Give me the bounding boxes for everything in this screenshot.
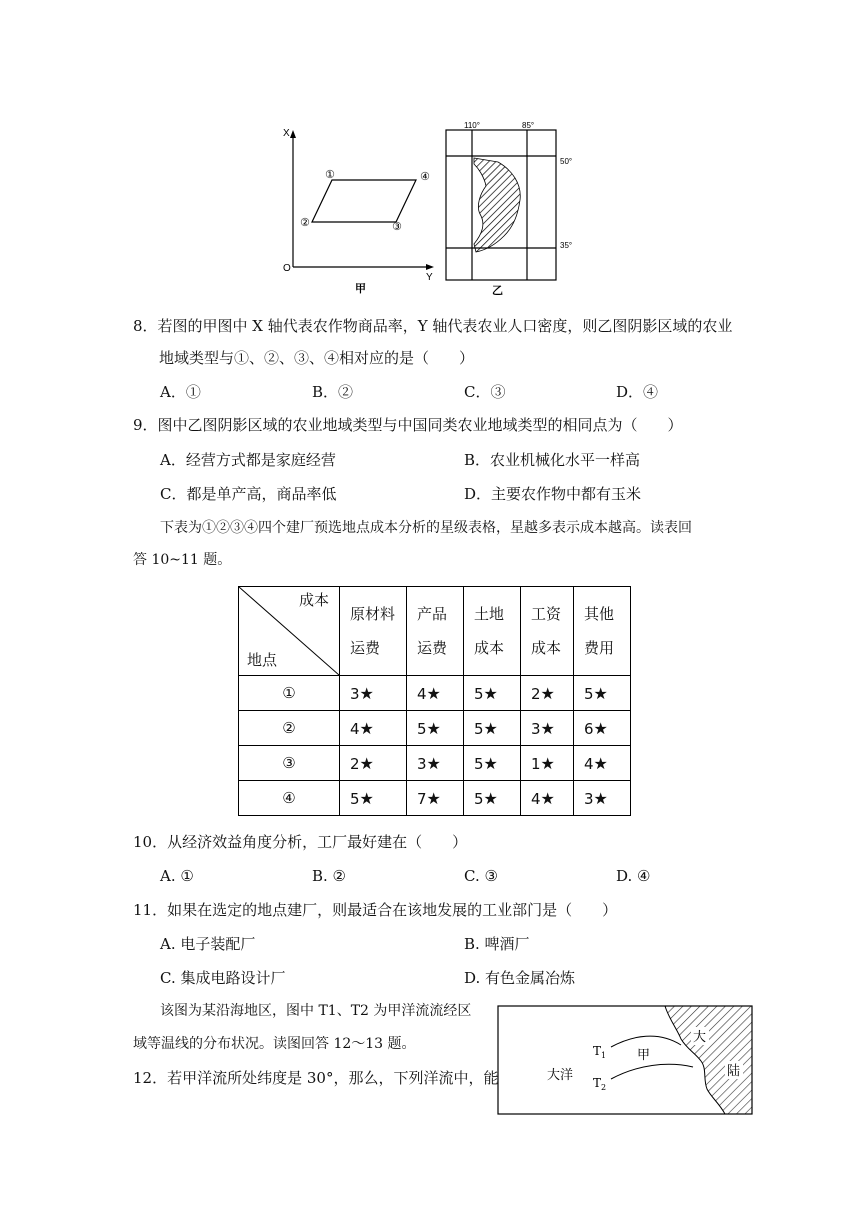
- col-header-raw-transport: 原材料 运费: [340, 587, 407, 676]
- star-icon: ★: [426, 683, 441, 703]
- col-header-land-cost: 土地 成本: [464, 587, 521, 676]
- col-header-wage-cost: 工资 成本: [521, 587, 574, 676]
- table-cell: 3★: [521, 711, 574, 746]
- t1-label: T: [593, 1044, 602, 1058]
- table-cell: 5★: [464, 781, 521, 816]
- star-icon: ★: [426, 718, 441, 738]
- row-label-2: ②: [239, 711, 340, 746]
- table-cell: 7★: [407, 781, 464, 816]
- point-2: ②: [300, 216, 310, 229]
- star-icon: ★: [593, 753, 608, 773]
- map-intro-line2: 域等温线的分布状况。读图回答 12～13 题。: [133, 1036, 416, 1052]
- lat-label-50: 50°: [560, 157, 573, 166]
- q11-option-c[interactable]: C. 集成电路设计厂: [160, 969, 286, 987]
- star-icon: ★: [426, 788, 441, 808]
- row-label-4: ④: [239, 781, 340, 816]
- q10-option-a[interactable]: A. ①: [160, 867, 194, 885]
- row-label-3: ③: [239, 746, 340, 781]
- table-cell: 2★: [340, 746, 407, 781]
- col-header-other-cost: 其他 费用: [574, 587, 631, 676]
- lat-label-35: 35°: [560, 241, 573, 250]
- table-cell: 4★: [521, 781, 574, 816]
- table-cell: 5★: [340, 781, 407, 816]
- point-3: ③: [392, 220, 402, 233]
- q11-option-a[interactable]: A. 电子装配厂: [160, 935, 256, 953]
- table-cell: 5★: [574, 676, 631, 711]
- q10-option-c[interactable]: C. ③: [464, 867, 498, 885]
- star-icon: ★: [540, 788, 555, 808]
- figure-yi: [440, 118, 590, 300]
- star-icon: ★: [593, 788, 608, 808]
- q10-option-d[interactable]: D. ④: [616, 867, 651, 885]
- figure-jia: [280, 120, 440, 300]
- col-header-product-transport: 产品 运费: [407, 587, 464, 676]
- coastal-map: [497, 1005, 755, 1117]
- current-label: 甲: [637, 1048, 651, 1063]
- star-icon: ★: [426, 753, 441, 773]
- table-row: [239, 711, 631, 746]
- q9-option-a[interactable]: A．经营方式都是家庭经营: [160, 451, 336, 469]
- x-axis-label: X: [283, 128, 290, 139]
- star-icon: ★: [359, 788, 374, 808]
- table-cell: 2★: [521, 676, 574, 711]
- star-icon: ★: [359, 753, 374, 773]
- table-cell: 5★: [464, 746, 521, 781]
- lon-label-110: 110°: [464, 121, 480, 130]
- table-cell: 6★: [574, 711, 631, 746]
- land-label-1: 大: [693, 1030, 707, 1045]
- table-row: [239, 781, 631, 816]
- land-label-2: 陆: [727, 1064, 741, 1079]
- ocean-label: 大洋: [547, 1068, 574, 1083]
- table-cell: 4★: [574, 746, 631, 781]
- star-icon: ★: [483, 753, 498, 773]
- q9-stem: 9．图中乙图阴影区域的农业地域类型与中国同类农业地域类型的相同点为（ ）: [133, 416, 683, 434]
- q8-option-c[interactable]: C．③: [464, 383, 506, 401]
- q10-option-b[interactable]: B. ②: [312, 867, 347, 885]
- q8-stem-line2: 地域类型与①、②、③、④相对应的是（ ）: [159, 349, 475, 367]
- table-cell: 4★: [407, 676, 464, 711]
- q12-stem: 12．若甲洋流所处纬度是 30°，那么，下列洋流中，能: [133, 1069, 499, 1087]
- shaded-region: [474, 158, 520, 252]
- table-intro-line1: 下表为①②③④四个建厂预选地点成本分析的星级表格，星越多表示成本越高。读表回: [160, 520, 692, 536]
- table-cell: 5★: [407, 711, 464, 746]
- table-header-row: [239, 587, 631, 676]
- star-icon: ★: [483, 718, 498, 738]
- q8-stem-line1: 8．若图的甲图中 X 轴代表农作物商品率，Y 轴代表农业人口密度，则乙图阴影区域的农业: [133, 317, 733, 335]
- t1-sub: 1: [601, 1051, 607, 1060]
- table-row: [239, 676, 631, 711]
- point-1: ①: [325, 168, 335, 181]
- table-row: [239, 746, 631, 781]
- star-icon: ★: [483, 683, 498, 703]
- star-icon: ★: [593, 718, 608, 738]
- table-intro-line2: 答 10~11 题。: [133, 552, 232, 568]
- q9-option-b[interactable]: B．农业机械化水平一样高: [464, 451, 641, 469]
- map-intro-line1: 该图为某沿海地区，图中 T1、T2 为甲洋流流经区: [160, 1003, 472, 1019]
- y-axis-label: Y: [426, 272, 433, 283]
- table-cell: 5★: [464, 676, 521, 711]
- table-cell: 3★: [340, 676, 407, 711]
- t2-sub: 2: [601, 1083, 607, 1092]
- cost-table: [238, 586, 631, 816]
- star-icon: ★: [593, 683, 608, 703]
- star-icon: ★: [359, 683, 374, 703]
- table-cell: 1★: [521, 746, 574, 781]
- row-label-1: ①: [239, 676, 340, 711]
- point-4: ④: [420, 170, 430, 183]
- star-icon: ★: [540, 683, 555, 703]
- star-icon: ★: [483, 788, 498, 808]
- q8-option-d[interactable]: D．④: [616, 383, 659, 401]
- origin-label: O: [283, 263, 291, 274]
- star-icon: ★: [540, 718, 555, 738]
- q9-option-c[interactable]: C．都是单产高，商品率低: [160, 485, 337, 503]
- caption-yi: 乙: [492, 284, 503, 297]
- table-cell: 3★: [407, 746, 464, 781]
- corner-label-cost: 成本: [299, 591, 330, 609]
- table-corner-cell: [239, 587, 340, 676]
- corner-label-site: 地点: [247, 651, 278, 669]
- q8-option-a[interactable]: A．①: [160, 383, 201, 401]
- q11-option-d[interactable]: D. 有色金属冶炼: [464, 969, 576, 987]
- table-cell: 5★: [464, 711, 521, 746]
- table-cell: 4★: [340, 711, 407, 746]
- star-icon: ★: [359, 718, 374, 738]
- q11-stem: 11．如果在选定的地点建厂，则最适合在该地发展的工业部门是（ ）: [133, 901, 618, 919]
- table-cell: 3★: [574, 781, 631, 816]
- q9-option-d[interactable]: D．主要农作物中都有玉米: [464, 485, 642, 503]
- q10-stem: 10．从经济效益角度分析，工厂最好建在（ ）: [133, 833, 468, 851]
- lon-label-85: 85°: [522, 121, 535, 130]
- q8-option-b[interactable]: B．②: [312, 383, 354, 401]
- caption-jia: 甲: [355, 282, 366, 295]
- t2-label: T: [593, 1076, 602, 1090]
- q11-option-b[interactable]: B. 啤酒厂: [464, 935, 530, 953]
- star-icon: ★: [540, 753, 555, 773]
